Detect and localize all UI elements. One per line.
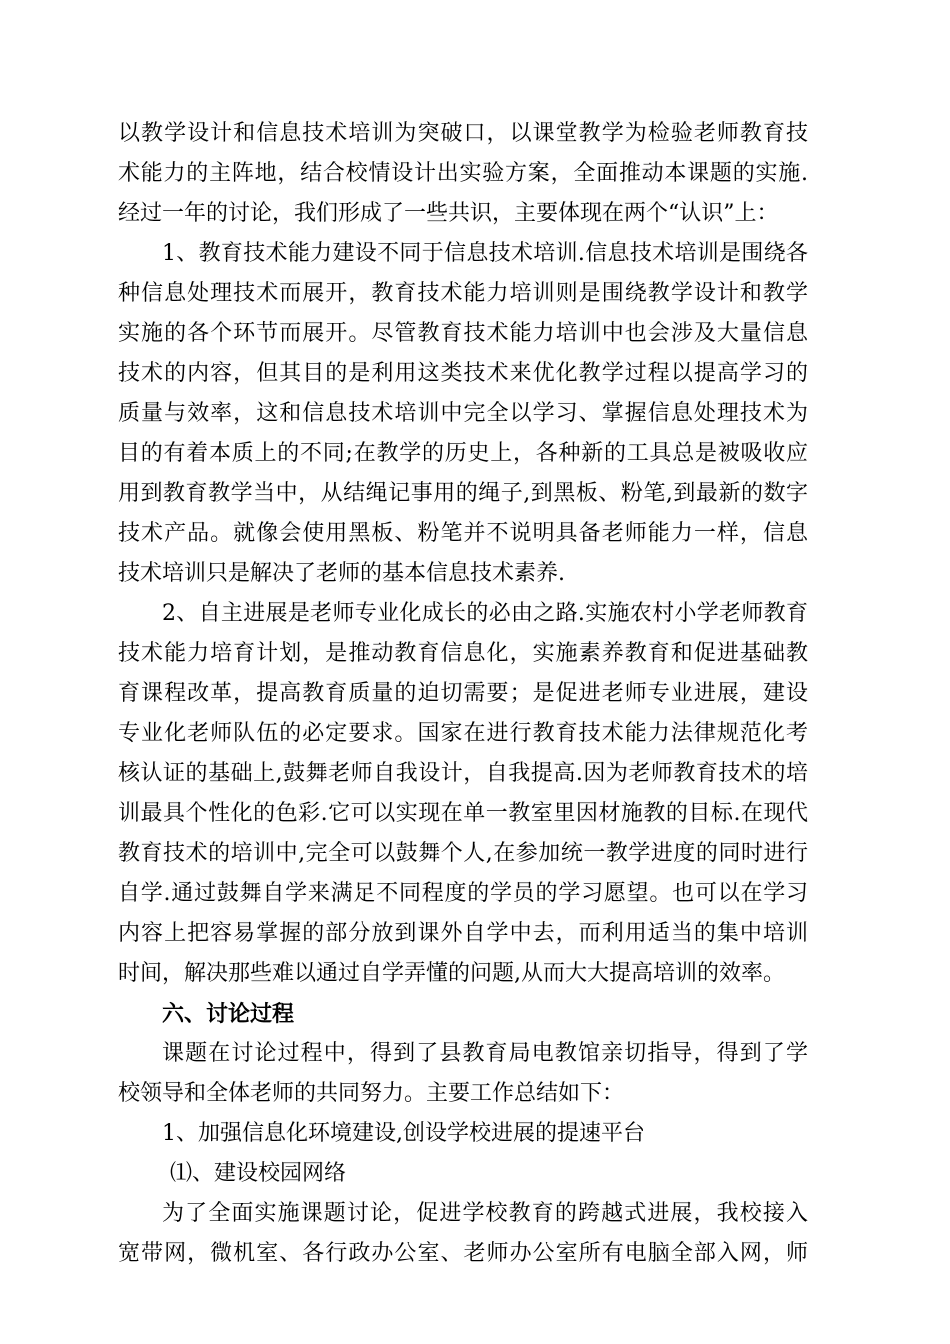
text-line: 技术能力培育计划，是推动教育信息化，实施素养教育和促进基础教 — [118, 641, 808, 666]
text-line: 内容上把容易掌握的部分放到课外自学中去，而利用适当的集中培训 — [118, 921, 808, 946]
text-line: 育课程改革，提高教育质量的迫切需要；是促进老师专业进展，建设 — [118, 681, 808, 706]
text-line: 2、自主进展是老师专业化成长的必由之路.实施农村小学老师教育 — [162, 601, 808, 626]
text-line: 技术的内容，但其目的是利用这类技术来优化教学过程以提高学习的 — [118, 361, 808, 386]
text-line: 质量与效率，这和信息技术培训中完全以学习、掌握信息处理技术为 — [118, 401, 808, 426]
text-line: 训最具个性化的色彩.它可以实现在单一教室里因材施教的目标.在现代 — [118, 801, 808, 826]
text-line: 经过一年的讨论，我们形成了一些共识，主要体现在两个“认识”上： — [118, 201, 779, 226]
section-heading — [118, 994, 808, 1034]
document-body — [118, 114, 808, 1274]
section-title: 六、讨论过程 — [162, 1001, 295, 1027]
text-line: 课题在讨论过程中，得到了县教育局电教馆亲切指导，得到了学 — [162, 1041, 808, 1066]
text-line: 时间，解决那些难以通过自学弄懂的问题,从而大大提高培训的效率。 — [118, 961, 785, 986]
text-line: 为了全面实施课题讨论，促进学校教育的跨越式进展，我校接入 — [162, 1201, 808, 1226]
text-line: 种信息处理技术而展开，教育技术能力培训则是围绕教学设计和教学 — [118, 281, 808, 306]
para-point-2 — [118, 594, 808, 994]
text-line: 目的有着本质上的不同;在教学的历史上，各种新的工具总是被吸收应 — [118, 441, 808, 466]
text-line: 技术培训只是解决了老师的基本信息技术素养. — [118, 561, 565, 586]
para-network — [118, 1194, 808, 1274]
text-line: 技术产品。就像会使用黑板、粉笔并不说明具备老师能力一样，信息 — [118, 521, 808, 546]
text-line: 1、教育技术能力建设不同于信息技术培训.信息技术培训是围绕各 — [162, 241, 808, 266]
para-intro — [118, 114, 808, 234]
subheading-1 — [118, 1114, 808, 1154]
text-line: 以教学设计和信息技术培训为突破口，以课堂教学为检验老师教育技 — [118, 121, 808, 146]
text-line: 用到教育教学当中，从结绳记事用的绳子,到黑板、粉笔,到最新的数字 — [118, 481, 808, 506]
subsection-title: ⑴、建设校园网络 — [170, 1161, 347, 1186]
para-point-1 — [118, 234, 808, 594]
text-line: 校领导和全体老师的共同努力。主要工作总结如下： — [118, 1081, 625, 1106]
text-line: 教育技术的培训中,完全可以鼓舞个人,在参加统一教学进度的同时进行 — [118, 841, 808, 866]
text-line: 实施的各个环节而展开。尽管教育技术能力培训中也会涉及大量信息 — [118, 321, 808, 346]
subsection-title: 1、加强信息化环境建设,创设学校进展的提速平台 — [162, 1121, 645, 1146]
text-line: 自学.通过鼓舞自学来满足不同程度的学员的学习愿望。也可以在学习 — [118, 881, 808, 906]
para-process — [118, 1034, 808, 1114]
text-line: 宽带网，微机室、各行政办公室、老师办公室所有电脑全部入网，师 — [118, 1241, 808, 1266]
subheading-1-1 — [118, 1154, 808, 1194]
text-line: 专业化老师队伍的必定要求。国家在进行教育技术能力法律规范化考 — [118, 721, 808, 746]
text-line: 术能力的主阵地，结合校情设计出实验方案，全面推动本课题的实施. — [118, 161, 808, 186]
text-line: 核认证的基础上,鼓舞老师自我设计，自我提高.因为老师教育技术的培 — [118, 761, 808, 786]
